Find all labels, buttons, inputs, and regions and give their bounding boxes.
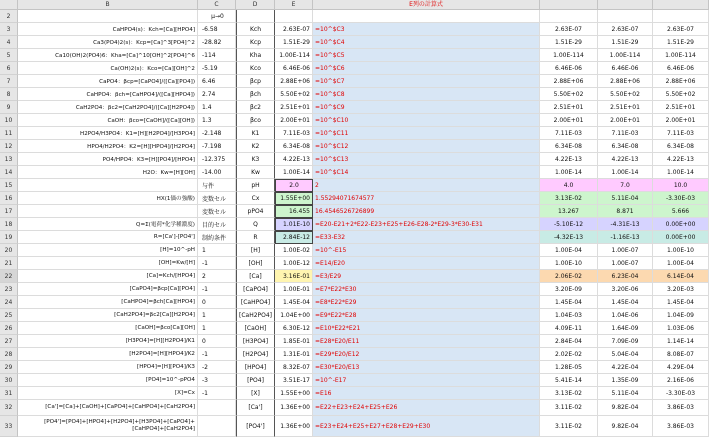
- cell-f33[interactable]: =E23+E24+E25+E27+E28+E29+E30: [313, 416, 540, 437]
- cell-i28[interactable]: 8.08E-07: [653, 348, 709, 361]
- cell-c5[interactable]: -114: [198, 49, 236, 62]
- cell-g7[interactable]: 2.88E+06: [540, 75, 598, 88]
- cell-c22[interactable]: 2: [198, 270, 236, 283]
- cell-f27[interactable]: =E28*E20/E11: [313, 335, 540, 348]
- cell-c30[interactable]: -3: [198, 374, 236, 387]
- row-header-25[interactable]: 25: [0, 309, 18, 322]
- cell-e28[interactable]: 1.31E-01: [275, 348, 313, 361]
- cell-c26[interactable]: 1: [198, 322, 236, 335]
- row-header-24[interactable]: 24: [0, 296, 18, 309]
- cell-d19[interactable]: R: [236, 231, 275, 244]
- cell-i16[interactable]: -3.30E-03: [653, 192, 709, 205]
- cell-h33[interactable]: 9.82E-04: [598, 416, 653, 437]
- column-header-e[interactable]: E: [275, 0, 313, 10]
- cell-c20[interactable]: 1: [198, 244, 236, 257]
- cell-e3[interactable]: 2.63E-07: [275, 23, 313, 36]
- cell-h25[interactable]: 1.04E-06: [598, 309, 653, 322]
- cell-g24[interactable]: 1.45E-04: [540, 296, 598, 309]
- row-header-21[interactable]: 21: [0, 257, 18, 270]
- row-header-26[interactable]: 26: [0, 322, 18, 335]
- cell-i11[interactable]: 7.11E-03: [653, 127, 709, 140]
- cell-h28[interactable]: 5.04E-04: [598, 348, 653, 361]
- cell-i14[interactable]: 1.00E-14: [653, 166, 709, 179]
- cell-e32[interactable]: 1.36E+00: [275, 400, 313, 416]
- cell-f8[interactable]: =10^$C8: [313, 88, 540, 101]
- cell-b9[interactable]: CaH2PO4：βc2=[CaH2PO4]/([Ca][H2PO4]): [18, 101, 198, 114]
- cell-e5[interactable]: 1.00E-114: [275, 49, 313, 62]
- column-header-f[interactable]: E列の計算式: [313, 0, 540, 10]
- cell-f10[interactable]: =10^$C10: [313, 114, 540, 127]
- cell-d23[interactable]: [CaPO4]: [236, 283, 275, 296]
- cell-c12[interactable]: -7.198: [198, 140, 236, 153]
- cell-f9[interactable]: =10^$C9: [313, 101, 540, 114]
- cell-f30[interactable]: =10^-E17: [313, 374, 540, 387]
- cell-c3[interactable]: -6.58: [198, 23, 236, 36]
- cell-g16[interactable]: 3.13E-02: [540, 192, 598, 205]
- cell-g28[interactable]: 2.02E-02: [540, 348, 598, 361]
- cell-i9[interactable]: 2.51E+01: [653, 101, 709, 114]
- cell-i8[interactable]: 5.50E+02: [653, 88, 709, 101]
- corner-header[interactable]: [0, 0, 18, 10]
- cell-c13[interactable]: -12.375: [198, 153, 236, 166]
- cell-e9[interactable]: 2.51E+01: [275, 101, 313, 114]
- row-header-31[interactable]: 31: [0, 387, 18, 400]
- cell-g10[interactable]: 2.00E+01: [540, 114, 598, 127]
- row-header-9[interactable]: 9: [0, 101, 18, 114]
- row-header-12[interactable]: 12: [0, 140, 18, 153]
- cell-h11[interactable]: 7.11E-03: [598, 127, 653, 140]
- cell-h22[interactable]: 6.23E-04: [598, 270, 653, 283]
- cell-b8[interactable]: CaHPO4：βch=[CaHPO4]/([Ca][HPO4]): [18, 88, 198, 101]
- cell-c7[interactable]: 6.46: [198, 75, 236, 88]
- cell-b20[interactable]: [H]=10^-pH: [18, 244, 198, 257]
- cell-b25[interactable]: [CaH2PO4]=βc2[Ca][H2PO4]: [18, 309, 198, 322]
- cell-b7[interactable]: CaPO4：βcp=[CaPO4]/([Ca][PO4]): [18, 75, 198, 88]
- cell-d3[interactable]: Kch: [236, 23, 275, 36]
- row-header-15[interactable]: 15: [0, 179, 18, 192]
- cell-b10[interactable]: CaOH：βco=[CaOH]/([Ca][OH]): [18, 114, 198, 127]
- cell-i21[interactable]: 1.00E-04: [653, 257, 709, 270]
- cell-f5[interactable]: =10^$C5: [313, 49, 540, 62]
- cell-g19[interactable]: -4.32E-13: [540, 231, 598, 244]
- row-header-18[interactable]: 18: [0, 218, 18, 231]
- cell-e21[interactable]: 1.00E-12: [275, 257, 313, 270]
- cell-f20[interactable]: =10^-E15: [313, 244, 540, 257]
- cell-e15[interactable]: 2.0: [275, 179, 313, 192]
- cell-f19[interactable]: =E33-E32: [313, 231, 540, 244]
- cell-i23[interactable]: 3.20E-03: [653, 283, 709, 296]
- cell-d21[interactable]: [OH]: [236, 257, 275, 270]
- cell-d4[interactable]: Kcp: [236, 36, 275, 49]
- cell-f16[interactable]: 1.55294071674577: [313, 192, 540, 205]
- cell-c33[interactable]: [198, 416, 236, 437]
- column-header-b[interactable]: B: [18, 0, 198, 10]
- cell-e27[interactable]: 1.85E-01: [275, 335, 313, 348]
- cell-d10[interactable]: βco: [236, 114, 275, 127]
- row-header-11[interactable]: 11: [0, 127, 18, 140]
- cell-d2[interactable]: [236, 10, 275, 23]
- cell-i2[interactable]: [653, 10, 709, 23]
- row-header-19[interactable]: 19: [0, 231, 18, 244]
- cell-d7[interactable]: βcp: [236, 75, 275, 88]
- cell-i27[interactable]: 1.14E-14: [653, 335, 709, 348]
- cell-h19[interactable]: -1.16E-13: [598, 231, 653, 244]
- cell-e14[interactable]: 1.00E-14: [275, 166, 313, 179]
- cell-c19[interactable]: 制約条件: [198, 231, 236, 244]
- cell-b31[interactable]: [X]=Cx: [18, 387, 198, 400]
- row-header-17[interactable]: 17: [0, 205, 18, 218]
- cell-e11[interactable]: 7.11E-03: [275, 127, 313, 140]
- cell-e10[interactable]: 2.00E+01: [275, 114, 313, 127]
- cell-i17[interactable]: 5.666: [653, 205, 709, 218]
- row-header-23[interactable]: 23: [0, 283, 18, 296]
- cell-h27[interactable]: 7.09E-09: [598, 335, 653, 348]
- cell-h14[interactable]: 1.00E-14: [598, 166, 653, 179]
- cell-h8[interactable]: 5.50E+02: [598, 88, 653, 101]
- cell-b19[interactable]: R=[Ca']-[PO4']: [18, 231, 198, 244]
- cell-h16[interactable]: 5.11E-04: [598, 192, 653, 205]
- cell-g25[interactable]: 1.04E-03: [540, 309, 598, 322]
- cell-h29[interactable]: 4.22E-04: [598, 361, 653, 374]
- cell-d15[interactable]: pH: [236, 179, 275, 192]
- cell-h15[interactable]: 7.0: [598, 179, 653, 192]
- cell-h3[interactable]: 2.63E-07: [598, 23, 653, 36]
- cell-d24[interactable]: [CaHPO4]: [236, 296, 275, 309]
- row-header-20[interactable]: 20: [0, 244, 18, 257]
- cell-c10[interactable]: 1.3: [198, 114, 236, 127]
- cell-e25[interactable]: 1.04E+00: [275, 309, 313, 322]
- cell-h7[interactable]: 2.88E+06: [598, 75, 653, 88]
- cell-h9[interactable]: 2.51E+01: [598, 101, 653, 114]
- cell-c21[interactable]: -1: [198, 257, 236, 270]
- cell-g27[interactable]: 2.84E-04: [540, 335, 598, 348]
- cell-e16[interactable]: 1.55E+00: [275, 192, 313, 205]
- cell-f15[interactable]: 2: [313, 179, 540, 192]
- row-header-2[interactable]: 2: [0, 10, 18, 23]
- cell-e17[interactable]: 16.455: [275, 205, 313, 218]
- row-header-33[interactable]: 33: [0, 416, 18, 437]
- cell-i6[interactable]: 6.46E-06: [653, 62, 709, 75]
- cell-d32[interactable]: [Ca']: [236, 400, 275, 416]
- row-header-3[interactable]: 3: [0, 23, 18, 36]
- cell-g23[interactable]: 3.20E-09: [540, 283, 598, 296]
- cell-d17[interactable]: pPO4: [236, 205, 275, 218]
- cell-i26[interactable]: 1.03E-06: [653, 322, 709, 335]
- cell-e24[interactable]: 1.45E-04: [275, 296, 313, 309]
- cell-d22[interactable]: [Ca]: [236, 270, 275, 283]
- cell-f14[interactable]: =10^$C14: [313, 166, 540, 179]
- cell-g12[interactable]: 6.34E-08: [540, 140, 598, 153]
- cell-d29[interactable]: [HPO4]: [236, 361, 275, 374]
- row-header-8[interactable]: 8: [0, 88, 18, 101]
- cell-i13[interactable]: 4.22E-13: [653, 153, 709, 166]
- cell-d8[interactable]: βch: [236, 88, 275, 101]
- cell-f21[interactable]: =E14/E20: [313, 257, 540, 270]
- cell-b12[interactable]: HPO4/H2PO4：K2=[H][HPO4]/[H2PO4]: [18, 140, 198, 153]
- cell-i33[interactable]: 3.86E-03: [653, 416, 709, 437]
- cell-c9[interactable]: 1.4: [198, 101, 236, 114]
- cell-h17[interactable]: 8.871: [598, 205, 653, 218]
- cell-g31[interactable]: 3.13E-02: [540, 387, 598, 400]
- cell-f4[interactable]: =10^$C4: [313, 36, 540, 49]
- cell-c32[interactable]: [198, 400, 236, 416]
- cell-d11[interactable]: K1: [236, 127, 275, 140]
- cell-c16[interactable]: 変数セル: [198, 192, 236, 205]
- cell-h20[interactable]: 1.00E-07: [598, 244, 653, 257]
- cell-d31[interactable]: [X]: [236, 387, 275, 400]
- cell-g18[interactable]: -5.10E-12: [540, 218, 598, 231]
- cell-g29[interactable]: 1.28E-05: [540, 361, 598, 374]
- cell-d25[interactable]: [CaH2PO4]: [236, 309, 275, 322]
- cell-b2[interactable]: [18, 10, 198, 23]
- cell-i20[interactable]: 1.00E-10: [653, 244, 709, 257]
- cell-d33[interactable]: [PO4']: [236, 416, 275, 437]
- cell-e13[interactable]: 4.22E-13: [275, 153, 313, 166]
- cell-f29[interactable]: =E30*E20/E13: [313, 361, 540, 374]
- cell-h4[interactable]: 1.51E-29: [598, 36, 653, 49]
- cell-g13[interactable]: 4.22E-13: [540, 153, 598, 166]
- cell-b11[interactable]: H2PO4/H3PO4：K1=[H][H2PO4]/[H3PO4]: [18, 127, 198, 140]
- cell-d18[interactable]: Q: [236, 218, 275, 231]
- cell-e30[interactable]: 3.51E-17: [275, 374, 313, 387]
- row-header-32[interactable]: 32: [0, 400, 18, 416]
- cell-i30[interactable]: 2.16E-06: [653, 374, 709, 387]
- cell-e2[interactable]: [275, 10, 313, 23]
- cell-e7[interactable]: 2.88E+06: [275, 75, 313, 88]
- cell-c23[interactable]: -1: [198, 283, 236, 296]
- row-header-5[interactable]: 5: [0, 49, 18, 62]
- cell-g15[interactable]: 4.0: [540, 179, 598, 192]
- cell-f18[interactable]: =E20-E21+2*E22-E23+E25+E26-E28-2*E29-3*E30-E31: [313, 218, 540, 231]
- cell-g3[interactable]: 2.63E-07: [540, 23, 598, 36]
- cell-f12[interactable]: =10^$C12: [313, 140, 540, 153]
- cell-d20[interactable]: [H]: [236, 244, 275, 257]
- cell-g5[interactable]: 1.00E-114: [540, 49, 598, 62]
- cell-c25[interactable]: 1: [198, 309, 236, 322]
- cell-i19[interactable]: 0.00E+00: [653, 231, 709, 244]
- cell-c29[interactable]: -2: [198, 361, 236, 374]
- cell-f24[interactable]: =E8*E22*E29: [313, 296, 540, 309]
- cell-c11[interactable]: -2.148: [198, 127, 236, 140]
- cell-g33[interactable]: 3.11E-02: [540, 416, 598, 437]
- row-header-14[interactable]: 14: [0, 166, 18, 179]
- row-header-28[interactable]: 28: [0, 348, 18, 361]
- cell-b22[interactable]: [Ca]=Kch/[HPO4]: [18, 270, 198, 283]
- cell-d16[interactable]: Cx: [236, 192, 275, 205]
- cell-c27[interactable]: 0: [198, 335, 236, 348]
- cell-h23[interactable]: 3.20E-06: [598, 283, 653, 296]
- cell-c28[interactable]: -1: [198, 348, 236, 361]
- row-header-30[interactable]: 30: [0, 374, 18, 387]
- cell-g22[interactable]: 2.06E-02: [540, 270, 598, 283]
- cell-h10[interactable]: 2.00E+01: [598, 114, 653, 127]
- cell-c14[interactable]: -14.00: [198, 166, 236, 179]
- cell-g26[interactable]: 4.09E-11: [540, 322, 598, 335]
- cell-i12[interactable]: 6.34E-08: [653, 140, 709, 153]
- cell-c24[interactable]: 0: [198, 296, 236, 309]
- cell-d12[interactable]: K2: [236, 140, 275, 153]
- row-header-29[interactable]: 29: [0, 361, 18, 374]
- row-header-4[interactable]: 4: [0, 36, 18, 49]
- cell-i5[interactable]: 1.00E-114: [653, 49, 709, 62]
- cell-b5[interactable]: Ca10(OH)2(PO4)6：Kha=[Ca]^10[OH]^2[PO4]^6: [18, 49, 198, 62]
- cell-d9[interactable]: βc2: [236, 101, 275, 114]
- cell-h26[interactable]: 1.64E-09: [598, 322, 653, 335]
- cell-b15[interactable]: [18, 179, 198, 192]
- cell-f28[interactable]: =E29*E20/E12: [313, 348, 540, 361]
- row-header-22[interactable]: 22: [0, 270, 18, 283]
- cell-i7[interactable]: 2.88E+06: [653, 75, 709, 88]
- column-header-c[interactable]: C: [198, 0, 236, 10]
- cell-b18[interactable]: Q=Σ(電荷*化学種濃度): [18, 218, 198, 231]
- cell-f17[interactable]: 16.4546526726899: [313, 205, 540, 218]
- cell-h6[interactable]: 6.46E-06: [598, 62, 653, 75]
- cell-g14[interactable]: 1.00E-14: [540, 166, 598, 179]
- cell-c6[interactable]: -5.19: [198, 62, 236, 75]
- cell-g6[interactable]: 6.46E-06: [540, 62, 598, 75]
- cell-d14[interactable]: Kw: [236, 166, 275, 179]
- cell-e23[interactable]: 1.00E-01: [275, 283, 313, 296]
- cell-c18[interactable]: 目的セル: [198, 218, 236, 231]
- cell-c8[interactable]: 2.74: [198, 88, 236, 101]
- cell-d26[interactable]: [CaOH]: [236, 322, 275, 335]
- cell-b14[interactable]: H2O：Kw=[H][OH]: [18, 166, 198, 179]
- cell-h2[interactable]: [598, 10, 653, 23]
- cell-d27[interactable]: [H3PO4]: [236, 335, 275, 348]
- cell-i15[interactable]: 10.0: [653, 179, 709, 192]
- cell-f31[interactable]: =E16: [313, 387, 540, 400]
- cell-g11[interactable]: 7.11E-03: [540, 127, 598, 140]
- cell-e18[interactable]: 1.01E-10: [275, 218, 313, 231]
- cell-b16[interactable]: HX(1価の強酸): [18, 192, 198, 205]
- column-header-g[interactable]: [540, 0, 598, 10]
- cell-b29[interactable]: [HPO4]=[H][PO4]/K3: [18, 361, 198, 374]
- cell-f6[interactable]: =10^$C6: [313, 62, 540, 75]
- cell-g17[interactable]: 13.267: [540, 205, 598, 218]
- cell-g30[interactable]: 5.41E-14: [540, 374, 598, 387]
- cell-i25[interactable]: 1.04E-09: [653, 309, 709, 322]
- cell-b30[interactable]: [PO4]=10^-pPO4: [18, 374, 198, 387]
- cell-c17[interactable]: 変数セル: [198, 205, 236, 218]
- cell-i24[interactable]: 1.45E-04: [653, 296, 709, 309]
- column-header-h[interactable]: [598, 0, 653, 10]
- cell-h21[interactable]: 1.00E-07: [598, 257, 653, 270]
- cell-d6[interactable]: Kco: [236, 62, 275, 75]
- cell-c4[interactable]: -28.82: [198, 36, 236, 49]
- cell-h31[interactable]: 5.11E-04: [598, 387, 653, 400]
- cell-c15[interactable]: 与件: [198, 179, 236, 192]
- cell-b32[interactable]: [Ca']=[Ca]+[CaOH]+[CaPO4]+[CaHPO4]+[CaH2PO4]: [18, 400, 198, 416]
- cell-e8[interactable]: 5.50E+02: [275, 88, 313, 101]
- cell-i31[interactable]: -3.30E-03: [653, 387, 709, 400]
- cell-d5[interactable]: Kha: [236, 49, 275, 62]
- cell-g2[interactable]: [540, 10, 598, 23]
- cell-b28[interactable]: [H2PO4]=[H][HPO4]/K2: [18, 348, 198, 361]
- cell-d13[interactable]: K3: [236, 153, 275, 166]
- column-header-i[interactable]: [653, 0, 709, 10]
- cell-e22[interactable]: 3.16E-01: [275, 270, 313, 283]
- cell-c31[interactable]: -1: [198, 387, 236, 400]
- cell-f7[interactable]: =10^$C7: [313, 75, 540, 88]
- cell-i3[interactable]: 2.63E-07: [653, 23, 709, 36]
- cell-h12[interactable]: 6.34E-08: [598, 140, 653, 153]
- cell-g32[interactable]: 3.11E-02: [540, 400, 598, 416]
- cell-e31[interactable]: 1.55E+00: [275, 387, 313, 400]
- cell-g8[interactable]: 5.50E+02: [540, 88, 598, 101]
- cell-e20[interactable]: 1.00E-02: [275, 244, 313, 257]
- cell-b3[interactable]: CaHPO4(s)：Kch=[Ca][HPO4]: [18, 23, 198, 36]
- row-header-7[interactable]: 7: [0, 75, 18, 88]
- cell-e19[interactable]: 2.84E-12: [275, 231, 313, 244]
- cell-b21[interactable]: [OH]=Kw/[H]: [18, 257, 198, 270]
- cell-c2[interactable]: μ→0: [198, 10, 236, 23]
- row-header-16[interactable]: 16: [0, 192, 18, 205]
- cell-b13[interactable]: PO4/HPO4：K3=[H][PO4]/[HPO4]: [18, 153, 198, 166]
- cell-i32[interactable]: 3.86E-03: [653, 400, 709, 416]
- cell-h30[interactable]: 1.35E-09: [598, 374, 653, 387]
- cell-g9[interactable]: 2.51E+01: [540, 101, 598, 114]
- cell-d28[interactable]: [H2PO4]: [236, 348, 275, 361]
- cell-h24[interactable]: 1.45E-04: [598, 296, 653, 309]
- cell-e6[interactable]: 6.46E-06: [275, 62, 313, 75]
- cell-b6[interactable]: Ca(OH)2(s)：Kco=[Ca][OH]^2: [18, 62, 198, 75]
- cell-h18[interactable]: -4.31E-13: [598, 218, 653, 231]
- cell-i22[interactable]: 6.14E-04: [653, 270, 709, 283]
- cell-b33[interactable]: [PO4']=[PO4]+[HPO4]+[H2PO4]+[H3PO4]+[CaPO4]+[CaHPO4]+[CaH2PO4]: [18, 416, 198, 437]
- cell-e4[interactable]: 1.51E-29: [275, 36, 313, 49]
- cell-i18[interactable]: 0.00E+00: [653, 218, 709, 231]
- cell-i4[interactable]: 1.51E-29: [653, 36, 709, 49]
- cell-f2[interactable]: [313, 10, 540, 23]
- cell-b23[interactable]: [CaPO4]=βcp[Ca][PO4]: [18, 283, 198, 296]
- cell-b17[interactable]: [18, 205, 198, 218]
- cell-h5[interactable]: 1.00E-114: [598, 49, 653, 62]
- column-header-d[interactable]: D: [236, 0, 275, 10]
- row-header-6[interactable]: 6: [0, 62, 18, 75]
- cell-f25[interactable]: =E9*E22*E28: [313, 309, 540, 322]
- cell-d30[interactable]: [PO4]: [236, 374, 275, 387]
- cell-f13[interactable]: =10^$C13: [313, 153, 540, 166]
- cell-b24[interactable]: [CaHPO4]=βch[Ca][HPO4]: [18, 296, 198, 309]
- cell-h32[interactable]: 9.82E-04: [598, 400, 653, 416]
- cell-f11[interactable]: =10^$C11: [313, 127, 540, 140]
- row-header-10[interactable]: 10: [0, 114, 18, 127]
- cell-e33[interactable]: 1.36E+00: [275, 416, 313, 437]
- row-header-13[interactable]: 13: [0, 153, 18, 166]
- cell-f26[interactable]: =E10*E22*E21: [313, 322, 540, 335]
- cell-e29[interactable]: 8.32E-07: [275, 361, 313, 374]
- cell-f22[interactable]: =E3/E29: [313, 270, 540, 283]
- row-header-27[interactable]: 27: [0, 335, 18, 348]
- cell-i29[interactable]: 4.29E-04: [653, 361, 709, 374]
- cell-g21[interactable]: 1.00E-10: [540, 257, 598, 270]
- cell-e12[interactable]: 6.34E-08: [275, 140, 313, 153]
- cell-b26[interactable]: [CaOH]=βco[Ca][OH]: [18, 322, 198, 335]
- cell-f23[interactable]: =E7*E22*E30: [313, 283, 540, 296]
- cell-b4[interactable]: Ca3(PO4)2(s)：Kcp=[Ca]^3[PO4]^2: [18, 36, 198, 49]
- cell-f32[interactable]: =E22+E23+E24+E25+E26: [313, 400, 540, 416]
- cell-e26[interactable]: 6.30E-12: [275, 322, 313, 335]
- cell-i10[interactable]: 2.00E+01: [653, 114, 709, 127]
- cell-f3[interactable]: =10^$C3: [313, 23, 540, 36]
- cell-b27[interactable]: [H3PO4]=[H][H2PO4]/K1: [18, 335, 198, 348]
- cell-g4[interactable]: 1.51E-29: [540, 36, 598, 49]
- cell-g20[interactable]: 1.00E-04: [540, 244, 598, 257]
- cell-h13[interactable]: 4.22E-13: [598, 153, 653, 166]
